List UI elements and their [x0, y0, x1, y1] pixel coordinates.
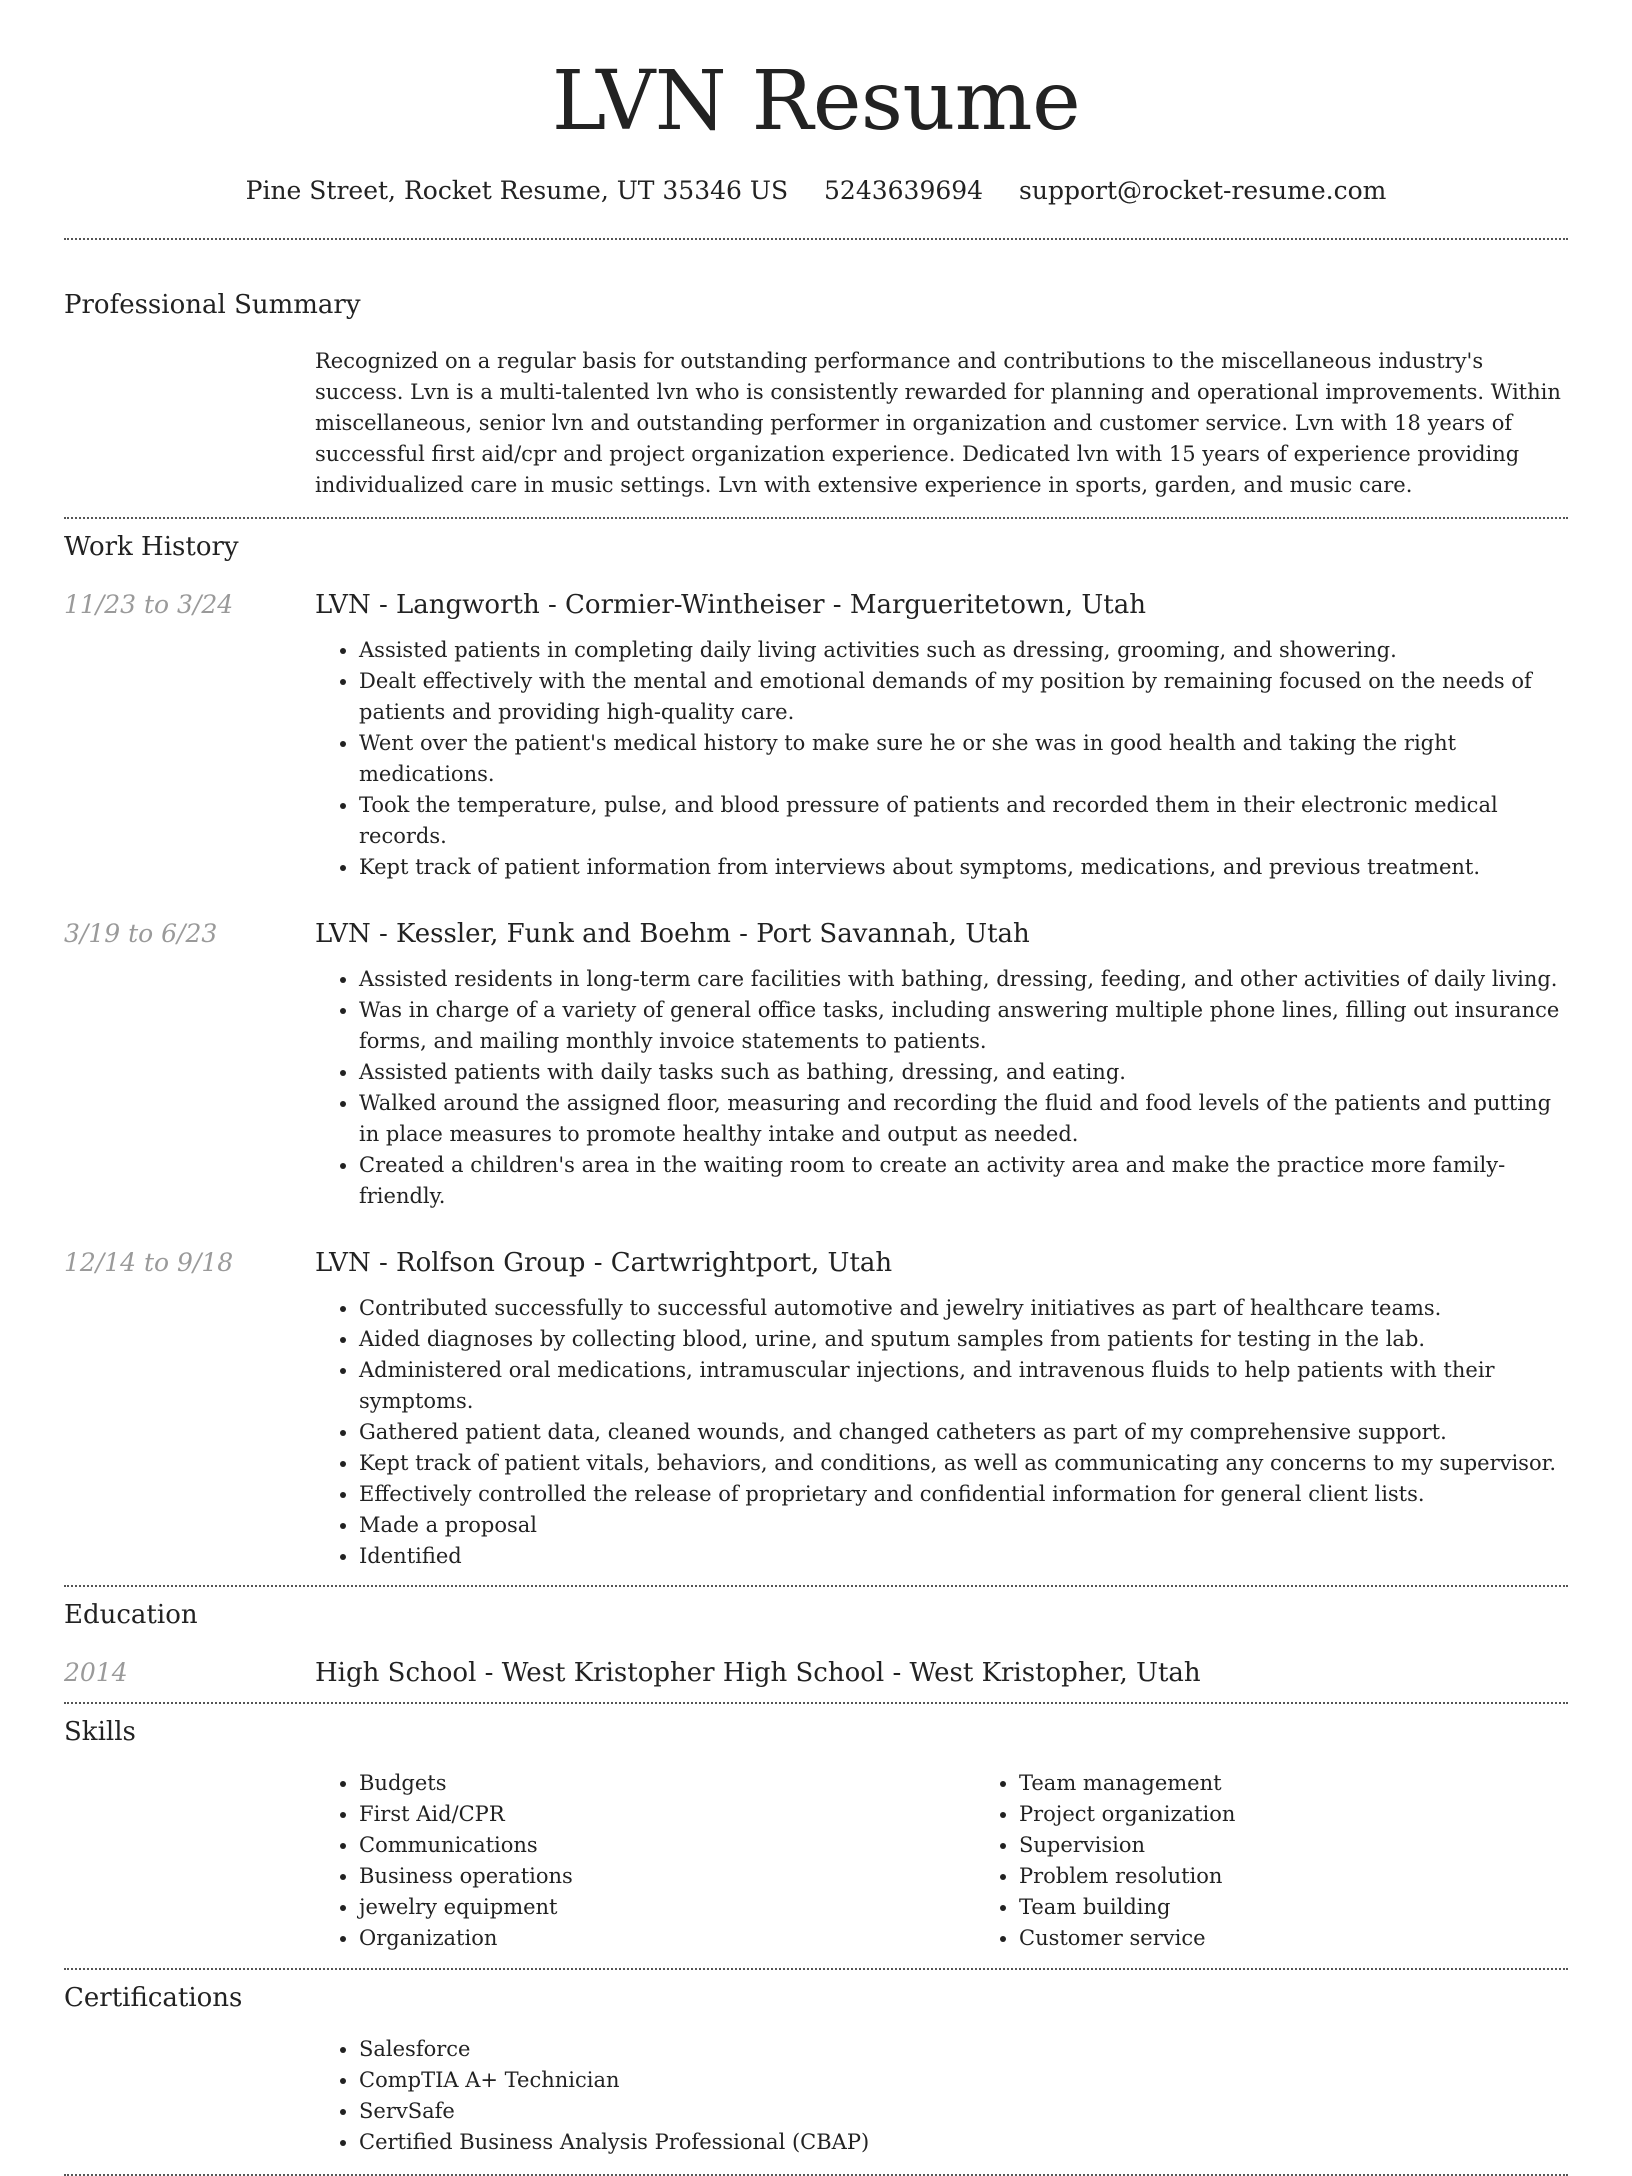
- job-entry: [64, 588, 1568, 883]
- list-item: • Effectively controlled the release of proprietary and confidential information for general client lists.: [359, 1479, 1568, 1510]
- list-item: • ServSafe: [359, 2096, 1568, 2127]
- list-item: • Went over the patient's medical history to make sure he or she was in good health and taking the right medications.: [359, 728, 1568, 790]
- list-item: • Customer service: [1019, 1923, 1235, 1954]
- job-dates: 11/23 to 3/24: [64, 590, 234, 619]
- list-item: • Walked around the assigned floor, measuring and recording the fluid and food levels of the patients and putting in place measures to promote healthy intake and output as needed.: [359, 1088, 1568, 1150]
- resume-title: LVN Resume: [551, 54, 1081, 149]
- section-heading: Skills: [64, 1717, 136, 1747]
- list-item: • Project organization: [1019, 1799, 1235, 1830]
- list-item: • Contributed successfully to successful automotive and jewelry initiatives as part of healthcare teams.: [359, 1293, 1568, 1324]
- list-item: • Budgets: [359, 1768, 975, 1799]
- list-item: • Team management: [1019, 1768, 1235, 1799]
- list-item: • Took the temperature, pulse, and blood pressure of patients and recorded them in their electronic medical records.: [359, 790, 1568, 852]
- list-item: • Identified: [359, 1541, 1568, 1572]
- list-item: • Assisted patients with daily tasks such as bathing, dressing, and eating.: [359, 1057, 1568, 1088]
- list-item: • Salesforce: [359, 2034, 1568, 2065]
- skills-section: [64, 1704, 1568, 1954]
- section-heading: Education: [64, 1600, 198, 1630]
- job-entry: [64, 917, 1568, 1212]
- job-bullets: [315, 635, 1568, 883]
- list-item: • Communications: [359, 1830, 975, 1861]
- list-item: • jewelry equipment: [359, 1892, 975, 1923]
- job-dates: 3/19 to 6/23: [64, 919, 218, 948]
- list-item: • CompTIA A+ Technician: [359, 2065, 1568, 2096]
- education-year: 2014: [64, 1658, 128, 1687]
- section-heading: Certifications: [64, 1983, 243, 2013]
- list-item: • Administered oral medications, intramuscular injections, and intravenous fluids to help patients with their symptoms.: [359, 1355, 1568, 1417]
- list-item: • Organization: [359, 1923, 975, 1954]
- work-history-section: [64, 519, 1568, 1572]
- job-entry: [64, 1246, 1568, 1572]
- list-item: • Certified Business Analysis Professional (CBAP): [359, 2127, 1568, 2158]
- education-title: High School - West Kristopher High School - West Kristopher, Utah: [315, 1658, 1201, 1688]
- list-item: • Gathered patient data, cleaned wounds, and changed catheters as part of my comprehensive support.: [359, 1417, 1568, 1448]
- summary-text: Recognized on a regular basis for outstanding performance and contributions to the miscellaneous industry's success. Lvn is a multi-talented lvn who is consistently rewarded for planning and operational improvements. Within miscellaneous, senior lvn and outstanding performer in organization and customer service. Lvn with 18 years of successful first aid/cpr and project organization experience. Dedicated lvn with 15 years of experience providing individualized care in music settings. Lvn with extensive experience in sports, garden, and music care.: [315, 349, 1561, 497]
- list-item: • Created a children's area in the waiting room to create an activity area and make the practice more family-friendly.: [359, 1150, 1568, 1212]
- section-heading: Work History: [64, 532, 239, 562]
- list-item: • Assisted patients in completing daily living activities such as dressing, grooming, and showering.: [359, 635, 1568, 666]
- job-title: LVN - Kessler, Funk and Boehm - Port Savannah, Utah: [315, 919, 1030, 949]
- list-item: • Made a proposal: [359, 1510, 1568, 1541]
- job-title: LVN - Langworth - Cormier-Wintheiser - Margueritetown, Utah: [315, 590, 1146, 620]
- list-item: • Supervision: [1019, 1830, 1235, 1861]
- contact-line: [64, 174, 1568, 208]
- certifications-list: [315, 2034, 1568, 2158]
- list-item: • First Aid/CPR: [359, 1799, 975, 1830]
- contact-phone: 5243639694: [824, 176, 984, 205]
- job-dates: 12/14 to 9/18: [64, 1248, 234, 1277]
- job-bullets: [315, 1293, 1568, 1572]
- list-item: • Aided diagnoses by collecting blood, urine, and sputum samples from patients for testing in the lab.: [359, 1324, 1568, 1355]
- list-item: • Problem resolution: [1019, 1861, 1235, 1892]
- education-section: [64, 1587, 1568, 1690]
- list-item: • Business operations: [359, 1861, 975, 1892]
- education-entry: [64, 1656, 1568, 1690]
- job-title: LVN - Rolfson Group - Cartwrightport, Utah: [315, 1248, 893, 1278]
- summary-section: [64, 240, 1568, 501]
- list-item: • Was in charge of a variety of general office tasks, including answering multiple phone lines, filling out insurance forms, and mailing monthly invoice statements to patients.: [359, 995, 1568, 1057]
- list-item: • Dealt effectively with the mental and emotional demands of my position by remaining focused on the needs of patients and providing high-quality care.: [359, 666, 1568, 728]
- skills-list-right: [975, 1768, 1235, 1954]
- certifications-section: [64, 1970, 1568, 2158]
- list-item: • Assisted residents in long-term care facilities with bathing, dressing, feeding, and other activities of daily living.: [359, 964, 1568, 995]
- job-bullets: [315, 964, 1568, 1212]
- section-heading: Professional Summary: [64, 290, 361, 320]
- list-item: • Kept track of patient information from interviews about symptoms, medications, and previous treatment.: [359, 852, 1568, 883]
- contact-email: support@rocket-resume.com: [1019, 176, 1387, 205]
- skills-list-left: [315, 1768, 975, 1954]
- list-item: • Kept track of patient vitals, behaviors, and conditions, as well as communicating any concerns to my supervisor.: [359, 1448, 1568, 1479]
- contact-address: Pine Street, Rocket Resume, UT 35346 US: [245, 176, 789, 205]
- list-item: • Team building: [1019, 1892, 1235, 1923]
- resume-header: [64, 0, 1568, 208]
